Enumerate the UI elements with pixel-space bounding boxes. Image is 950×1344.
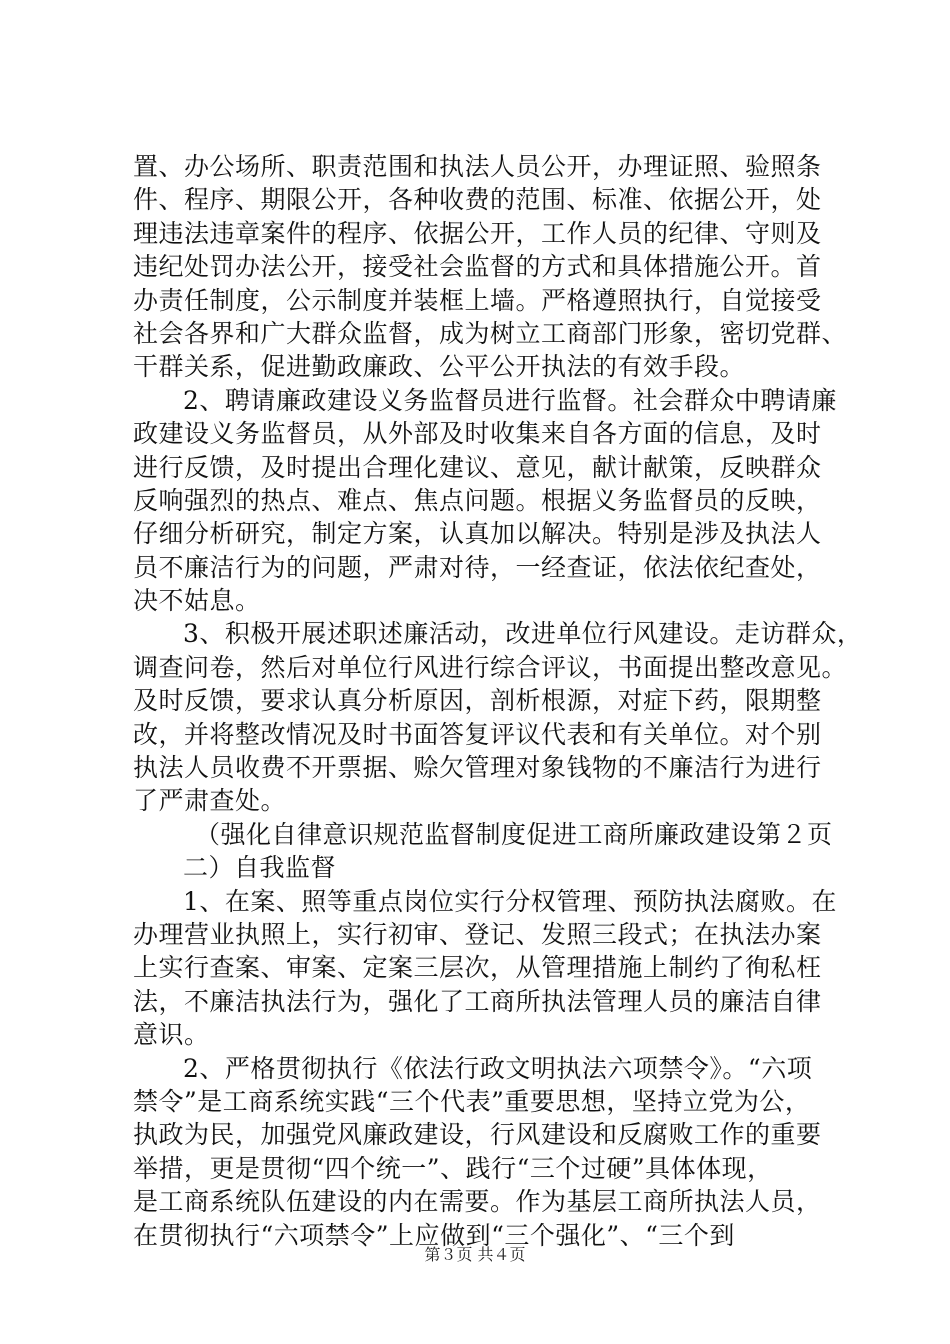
text-line: 件、程序、期限公开，各种收费的范围、标准、依据公开，处 — [133, 185, 822, 215]
text-line: 改，并将整改情况及时书面答复评议代表和有关单位。对个别 — [133, 719, 822, 749]
text-line: 在贯彻执行“六项禁令”上应做到“三个强化”、“三个到 — [133, 1220, 735, 1250]
document-body — [133, 150, 863, 1252]
text-line: 反响强烈的热点、难点、焦点问题。根据义务监督员的反映， — [133, 485, 822, 515]
text-line: 上实行查案、审案、定案三层次，从管理措施上制约了徇私枉 — [133, 953, 822, 983]
paragraph-start-line: 1、在案、照等重点岗位实行分权管理、预防执法腐败。在 — [183, 886, 837, 916]
paragraph-start-line: 2、严格贯彻执行《依法行政文明执法六项禁令》。“六项 — [183, 1053, 813, 1083]
section-heading-line: 二）自我监督 — [183, 853, 337, 883]
text-line: 仔细分析研究，制定方案，认真加以解决。特别是涉及执法人 — [133, 519, 822, 549]
paragraph-start-line: 3、积极开展述职述廉活动，改进单位行风建设。走访群众， — [183, 619, 863, 649]
text-line: 进行反馈，及时提出合理化建议、意见，献计献策，反映群众 — [133, 452, 822, 482]
text-line: 政建设义务监督员，从外部及时收集来自各方面的信息，及时 — [133, 419, 822, 449]
text-line: 执政为民，加强党风廉政建设，行风建设和反腐败工作的重要 — [133, 1120, 822, 1150]
paragraph-start-line: 2、聘请廉政建设义务监督员进行监督。社会群众中聘请廉 — [183, 385, 837, 415]
text-line: 了严肃查处。 — [133, 786, 287, 816]
text-line: 调查问卷，然后对单位行风进行综合评议，书面提出整改意见。 — [133, 652, 848, 682]
text-line: 办理营业执照上，实行初审、登记、发照三段式；在执法办案 — [133, 919, 822, 949]
text-line: 理违法违章案件的程序、依据公开，工作人员的纪律、守则及 — [133, 218, 822, 248]
text-line: 决不姑息。 — [133, 586, 261, 616]
page-number-label: 第３页 共４页 — [424, 1245, 526, 1264]
text-line: 举措，更是贯彻“四个统一”、践行“三个过硬”具体体现， — [133, 1153, 773, 1183]
text-line: 社会各界和广大群众监督，成为树立工商部门形象，密切党群、 — [133, 318, 848, 348]
text-line: 及时反馈，要求认真分析原因，剖析根源，对症下药，限期整 — [133, 686, 822, 716]
text-line: 违纪处罚办法公开，接受社会监督的方式和具体措施公开。首 — [133, 252, 822, 282]
text-line: 意识。 — [133, 1020, 210, 1050]
text-line: 置、办公场所、职责范围和执法人员公开，办理证照、验照条 — [133, 152, 822, 181]
text-line: 干群关系，促进勤政廉政、公平公开执法的有效手段。 — [133, 352, 746, 382]
text-line: 员不廉洁行为的问题，严肃对待，一经查证，依法依纪查处， — [133, 552, 822, 582]
page-footer — [0, 1244, 950, 1266]
section-heading-line: （强化自律意识规范监督制度促进工商所廉政建设第２页 — [195, 819, 833, 849]
text-line: 禁令”是工商系统实践“三个代表”重要思想，坚持立党为公， — [133, 1086, 811, 1116]
text-line: 法，不廉洁执法行为，强化了工商所执法管理人员的廉洁自律 — [133, 986, 822, 1016]
text-line: 办责任制度，公示制度并装框上墙。严格遵照执行，自觉接受 — [133, 285, 822, 315]
text-line: 是工商系统队伍建设的内在需要。作为基层工商所执法人员， — [133, 1187, 822, 1217]
text-line: 执法人员收费不开票据、赊欠管理对象钱物的不廉洁行为进行 — [133, 753, 822, 783]
